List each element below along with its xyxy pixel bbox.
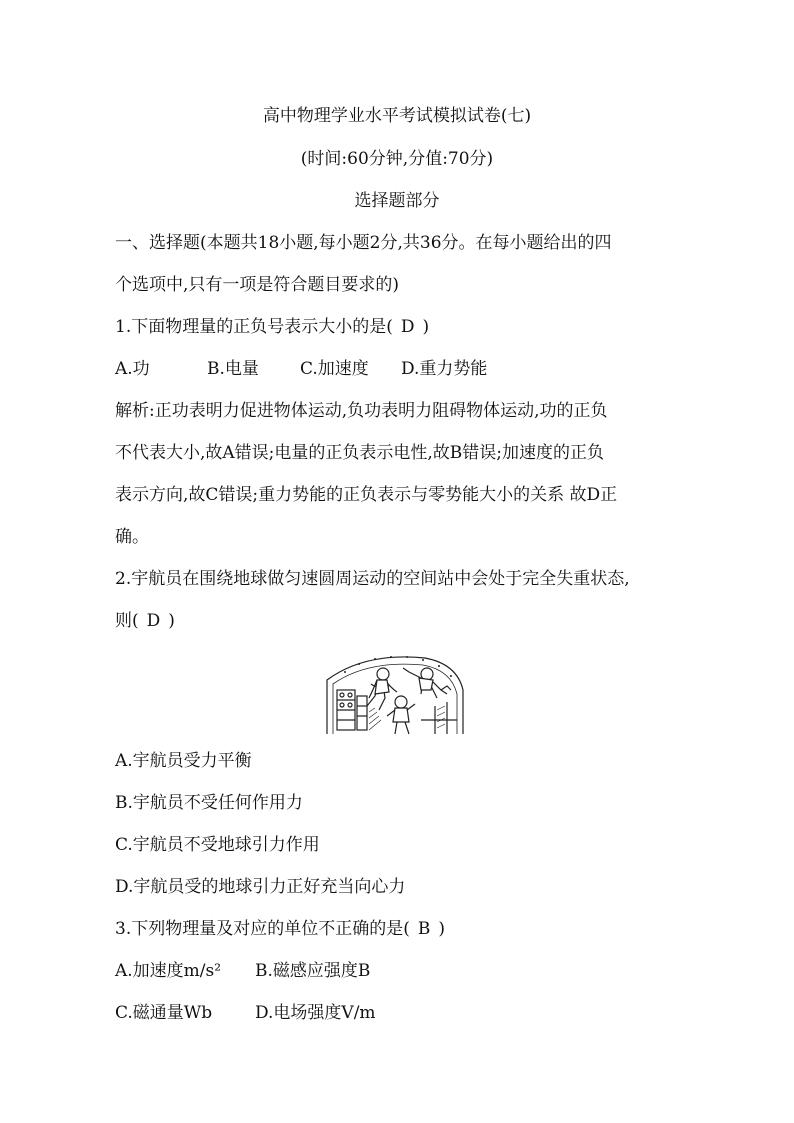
question-2-option-a: A.宇航员受力平衡 xyxy=(115,751,252,771)
question-1-option-c: C.加速度 xyxy=(300,359,369,379)
question-3-stem-text: 3.下列物理量及对应的单位不正确的是( xyxy=(115,919,410,939)
question-3-stem-close: ) xyxy=(438,919,445,939)
question-3-option-c: C.磁通量Wb xyxy=(115,1003,213,1023)
question-1-stem xyxy=(115,317,429,337)
question-1-options xyxy=(115,359,487,379)
exam-meta: (时间:60分钟,分值:70分) xyxy=(300,149,494,169)
question-3-stem xyxy=(115,919,445,939)
question-2-stem-close: ) xyxy=(168,611,175,631)
question-1-answer: D xyxy=(400,317,415,337)
question-2-stem-line-1: 2.宇航员在围绕地球做匀速圆周运动的空间站中会处于完全失重状态, xyxy=(115,569,630,589)
astronauts-in-space-station-icon xyxy=(325,650,465,736)
question-2-stem-text: 则( xyxy=(115,611,139,631)
instructions-line-2: 个选项中,只有一项是符合题目要求的) xyxy=(115,275,400,295)
question-1-stem-close: ) xyxy=(422,317,430,337)
question-3-option-b: B.磁感应强度B xyxy=(255,961,371,981)
question-3-options-row-1 xyxy=(115,961,370,981)
question-1-option-d: D.重力势能 xyxy=(401,359,488,379)
question-1-explanation-line-2: 不代表大小,故A错误;电量的正负表示电性,故B错误;加速度的正负 xyxy=(115,443,605,463)
question-3-options-row-2 xyxy=(115,1003,376,1023)
question-3-option-a: A.加速度m/s² xyxy=(115,961,222,981)
question-1-stem-text: 1.下面物理量的正负号表示大小的是( xyxy=(115,317,393,337)
question-2-option-c: C.宇航员不受地球引力作用 xyxy=(115,835,320,855)
question-3-answer: B xyxy=(417,919,431,939)
question-2-option-d: D.宇航员受的地球引力正好充当向心力 xyxy=(115,877,406,897)
question-1-explanation-line-1: 解析:正功表明力促进物体运动,负功表明力阻碍物体运动,功的正负 xyxy=(115,401,608,421)
question-3-option-d: D.电场强度V/m xyxy=(255,1003,376,1023)
question-1-option-a: A.功 xyxy=(115,359,150,379)
instructions-line-1: 一、选择题(本题共18小题,每小题2分,共36分。在每小题给出的四 xyxy=(115,233,612,253)
question-1-explanation-line-4: 确。 xyxy=(115,527,149,547)
question-2-answer: D xyxy=(146,611,161,631)
question-2-stem-line-2 xyxy=(115,611,175,631)
question-2-option-b: B.宇航员不受任何作用力 xyxy=(115,793,303,813)
question-1-explanation-line-3: 表示方向,故C错误;重力势能的正负表示与零势能大小的关系 故D正 xyxy=(115,485,618,505)
question-1-option-b: B.电量 xyxy=(207,359,259,379)
exam-title: 高中物理学业水平考试模拟试卷(七) xyxy=(262,106,532,126)
section-title: 选择题部分 xyxy=(354,191,440,211)
